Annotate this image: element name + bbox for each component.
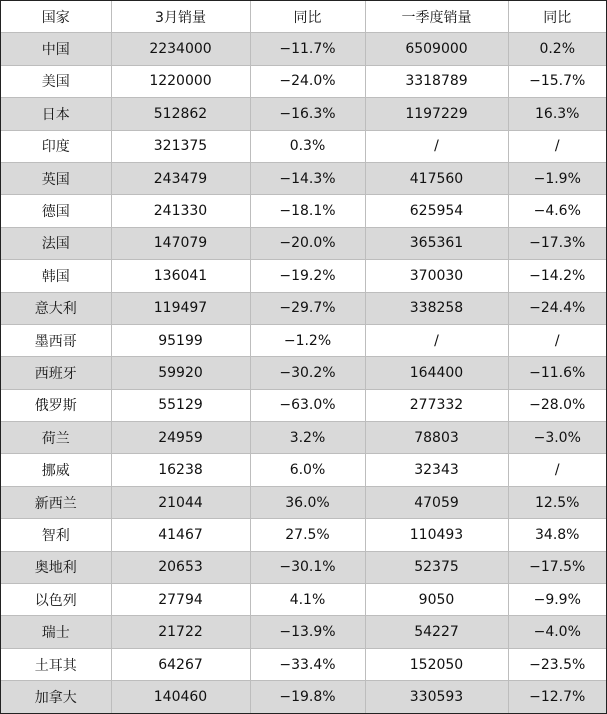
table-row [1,162,606,194]
q1-sales-cell: 6509000 [365,33,508,65]
march-yoy-cell: −14.3% [250,162,365,194]
country-cell: 俄罗斯 [1,389,111,421]
march-yoy-cell: 36.0% [250,486,365,518]
q1-sales-cell: 625954 [365,195,508,227]
q1-yoy-cell: 12.5% [508,486,606,518]
country-cell: 印度 [1,130,111,162]
march-sales-cell: 241330 [111,195,250,227]
country-cell: 中国 [1,33,111,65]
march-sales-cell: 321375 [111,130,250,162]
q1-sales-cell: 277332 [365,389,508,421]
country-cell: 美国 [1,65,111,97]
q1-yoy-cell: −23.5% [508,648,606,680]
country-cell: 荷兰 [1,422,111,454]
q1-sales-cell: 330593 [365,681,508,713]
q1-yoy-cell: −15.7% [508,65,606,97]
country-cell: 墨西哥 [1,324,111,356]
march-sales-cell: 95199 [111,324,250,356]
q1-yoy-cell: −1.9% [508,162,606,194]
country-cell: 意大利 [1,292,111,324]
header-march-sales: 3月销量 [111,1,250,33]
country-cell: 日本 [1,98,111,130]
q1-yoy-cell: −17.3% [508,227,606,259]
march-yoy-cell: 6.0% [250,454,365,486]
q1-yoy-cell: −9.9% [508,584,606,616]
march-sales-cell: 147079 [111,227,250,259]
country-cell: 法国 [1,227,111,259]
q1-sales-cell: 52375 [365,551,508,583]
march-yoy-cell: −18.1% [250,195,365,227]
table-row [1,422,606,454]
march-yoy-cell: −13.9% [250,616,365,648]
country-cell: 以色列 [1,584,111,616]
march-yoy-cell: −19.8% [250,681,365,713]
table-row [1,389,606,421]
march-yoy-cell: −19.2% [250,260,365,292]
header-row [1,1,606,33]
country-cell: 智利 [1,519,111,551]
country-cell: 瑞士 [1,616,111,648]
march-sales-cell: 64267 [111,648,250,680]
table-row [1,616,606,648]
march-yoy-cell: −1.2% [250,324,365,356]
table-row [1,292,606,324]
header-q1-sales: 一季度销量 [365,1,508,33]
q1-sales-cell: 338258 [365,292,508,324]
march-sales-cell: 119497 [111,292,250,324]
march-sales-cell: 243479 [111,162,250,194]
country-cell: 挪威 [1,454,111,486]
march-sales-cell: 59920 [111,357,250,389]
q1-sales-cell: 9050 [365,584,508,616]
march-yoy-cell: 3.2% [250,422,365,454]
table-row [1,227,606,259]
table-row [1,324,606,356]
q1-yoy-cell: / [508,324,606,356]
country-cell: 英国 [1,162,111,194]
march-yoy-cell: −30.2% [250,357,365,389]
table-row [1,454,606,486]
march-yoy-cell: −33.4% [250,648,365,680]
table-row [1,681,606,713]
country-cell: 奥地利 [1,551,111,583]
table-row [1,130,606,162]
q1-sales-cell: 370030 [365,260,508,292]
march-yoy-cell: 27.5% [250,519,365,551]
march-yoy-cell: −29.7% [250,292,365,324]
march-sales-cell: 2234000 [111,33,250,65]
table-row [1,551,606,583]
q1-sales-cell: 365361 [365,227,508,259]
march-sales-cell: 27794 [111,584,250,616]
march-sales-cell: 21044 [111,486,250,518]
q1-yoy-cell: 16.3% [508,98,606,130]
march-yoy-cell: −30.1% [250,551,365,583]
q1-sales-cell: 164400 [365,357,508,389]
table-row [1,195,606,227]
table-row [1,98,606,130]
table-row [1,486,606,518]
march-yoy-cell: −63.0% [250,389,365,421]
table-row [1,65,606,97]
march-yoy-cell: −20.0% [250,227,365,259]
q1-yoy-cell: / [508,130,606,162]
q1-sales-cell: 152050 [365,648,508,680]
q1-sales-cell: 3318789 [365,65,508,97]
header-q1-yoy: 同比 [508,1,606,33]
sales-table [1,1,606,713]
country-cell: 韩国 [1,260,111,292]
q1-sales-cell: / [365,130,508,162]
header-country: 国家 [1,1,111,33]
march-sales-cell: 136041 [111,260,250,292]
march-yoy-cell: −11.7% [250,33,365,65]
march-sales-cell: 140460 [111,681,250,713]
q1-yoy-cell: −24.4% [508,292,606,324]
march-sales-cell: 512862 [111,98,250,130]
q1-yoy-cell: −11.6% [508,357,606,389]
q1-sales-cell: / [365,324,508,356]
q1-sales-cell: 417560 [365,162,508,194]
q1-yoy-cell: / [508,454,606,486]
march-sales-cell: 41467 [111,519,250,551]
country-cell: 土耳其 [1,648,111,680]
march-yoy-cell: 0.3% [250,130,365,162]
march-yoy-cell: 4.1% [250,584,365,616]
table-row [1,260,606,292]
q1-sales-cell: 1197229 [365,98,508,130]
q1-yoy-cell: −17.5% [508,551,606,583]
q1-yoy-cell: 0.2% [508,33,606,65]
q1-sales-cell: 54227 [365,616,508,648]
country-cell: 新西兰 [1,486,111,518]
country-cell: 西班牙 [1,357,111,389]
q1-yoy-cell: −14.2% [508,260,606,292]
march-sales-cell: 55129 [111,389,250,421]
march-yoy-cell: −24.0% [250,65,365,97]
q1-sales-cell: 47059 [365,486,508,518]
q1-yoy-cell: −4.0% [508,616,606,648]
march-sales-cell: 21722 [111,616,250,648]
march-yoy-cell: −16.3% [250,98,365,130]
q1-yoy-cell: −28.0% [508,389,606,421]
table-row [1,584,606,616]
q1-sales-cell: 32343 [365,454,508,486]
table-row [1,648,606,680]
march-sales-cell: 24959 [111,422,250,454]
q1-sales-cell: 110493 [365,519,508,551]
header-march-yoy: 同比 [250,1,365,33]
country-cell: 德国 [1,195,111,227]
table-row [1,357,606,389]
table-row [1,33,606,65]
table-row [1,519,606,551]
q1-yoy-cell: −12.7% [508,681,606,713]
q1-yoy-cell: −3.0% [508,422,606,454]
q1-yoy-cell: −4.6% [508,195,606,227]
march-sales-cell: 1220000 [111,65,250,97]
march-sales-cell: 20653 [111,551,250,583]
q1-yoy-cell: 34.8% [508,519,606,551]
table-body [1,33,606,713]
country-cell: 加拿大 [1,681,111,713]
q1-sales-cell: 78803 [365,422,508,454]
march-sales-cell: 16238 [111,454,250,486]
